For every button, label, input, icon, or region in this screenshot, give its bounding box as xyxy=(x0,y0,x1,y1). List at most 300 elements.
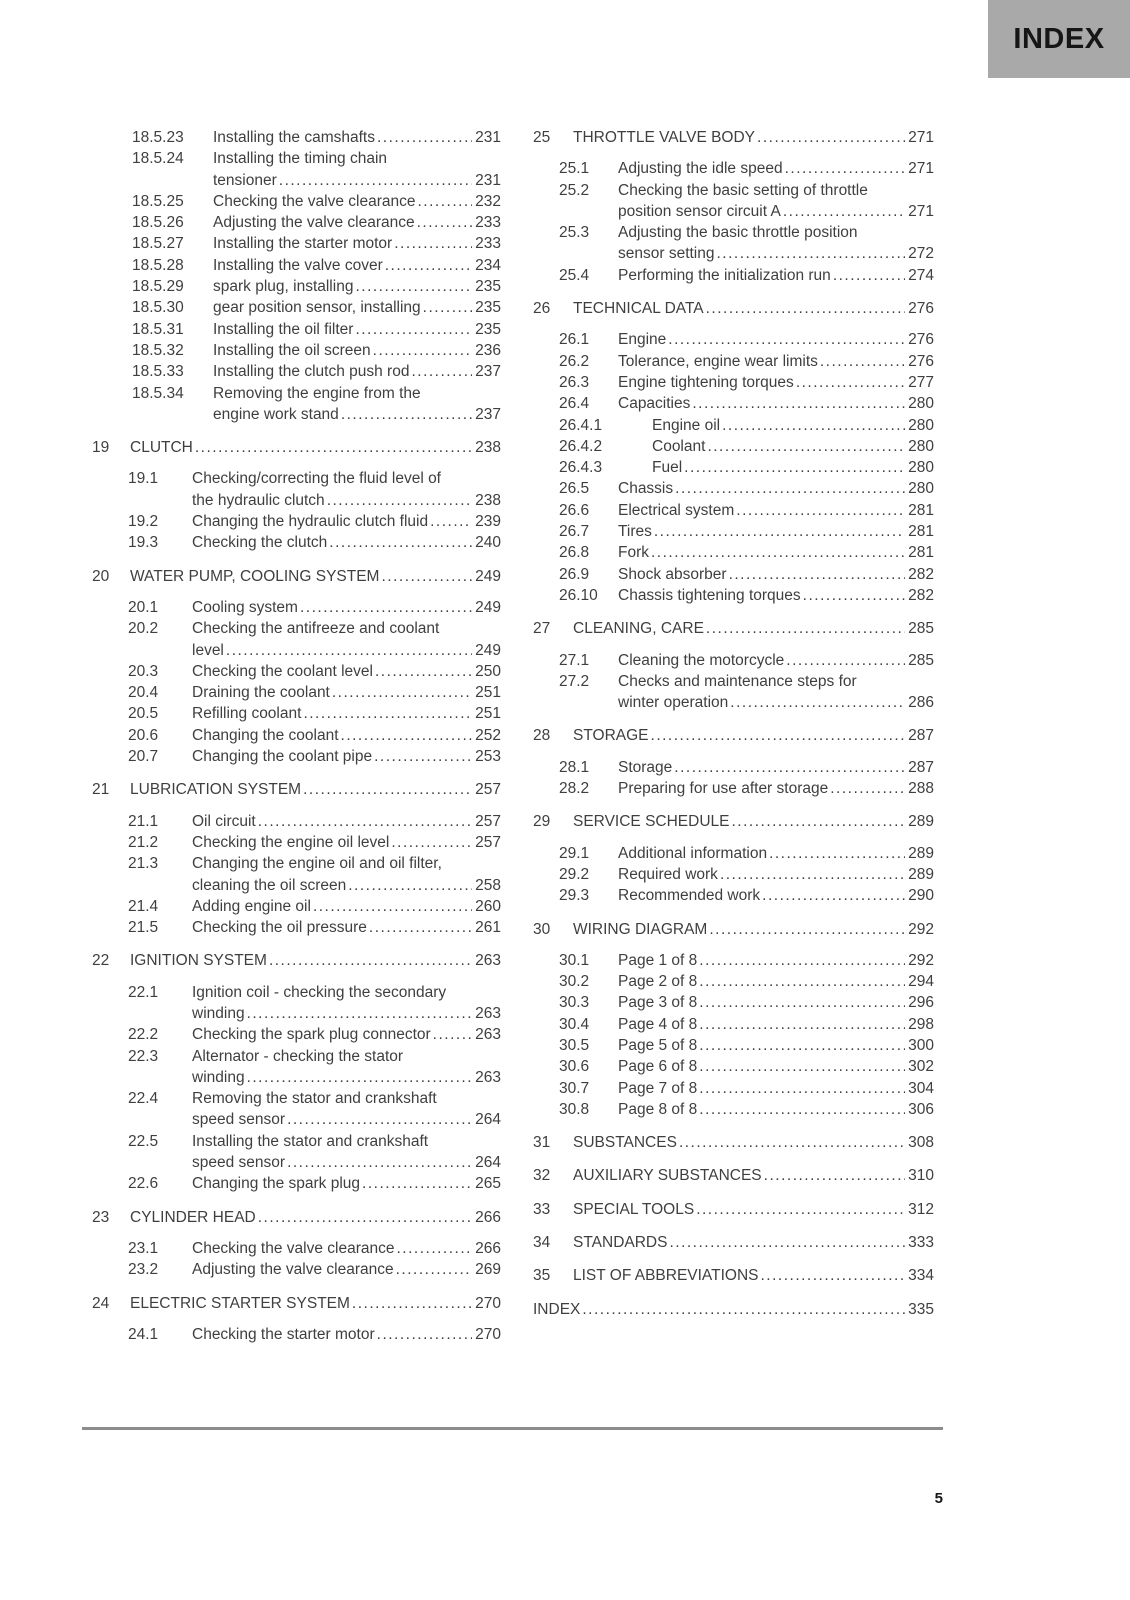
toc-entry xyxy=(533,372,934,393)
toc-entry xyxy=(533,457,934,478)
toc-entry xyxy=(92,255,501,276)
dot-leader xyxy=(736,500,905,521)
toc-entry-page: 287 xyxy=(908,727,934,745)
toc-entry-page: 312 xyxy=(908,1200,934,1218)
dot-leader xyxy=(786,650,905,671)
toc-entry-title-line: Alternator - checking the stator xyxy=(192,1047,404,1065)
dot-leader xyxy=(785,158,906,179)
toc-entry-page: 239 xyxy=(475,513,501,531)
toc-entry-title: Electrical system xyxy=(618,501,735,519)
toc-entry-page: 271 xyxy=(908,129,934,146)
footer-rule xyxy=(82,1427,943,1430)
toc-entry-title: Chassis xyxy=(618,480,674,498)
toc-entry-title: TECHNICAL DATA xyxy=(573,300,704,318)
toc-entry-number: 20.1 xyxy=(128,598,159,616)
dot-leader xyxy=(674,757,905,778)
toc-entry xyxy=(533,1078,934,1099)
toc-entry-title: STORAGE xyxy=(573,727,649,745)
toc-entry xyxy=(92,1324,501,1345)
toc-entry-number: 18.5.23 xyxy=(132,129,184,146)
toc-entry xyxy=(92,212,501,233)
dot-leader xyxy=(374,746,472,767)
dot-leader xyxy=(699,1056,905,1077)
toc-entry-page: 231 xyxy=(475,171,501,189)
toc-entry xyxy=(92,982,501,1025)
toc-entry-page: 231 xyxy=(475,129,501,146)
toc-entry-title: SUBSTANCES xyxy=(573,1134,677,1152)
dot-leader xyxy=(195,437,472,458)
toc-entry xyxy=(533,265,934,286)
toc-entry-page: 282 xyxy=(908,586,934,604)
toc-entry-page: 263 xyxy=(475,1068,501,1086)
toc-entry xyxy=(533,222,934,265)
toc-entry-title: Cleaning the motorcycle xyxy=(618,651,785,669)
toc-entry-title: Page 1 of 8 xyxy=(618,951,698,969)
toc-entry-title: Required work xyxy=(618,865,718,883)
toc-entry-number: 31 xyxy=(533,1134,551,1152)
dot-leader xyxy=(679,1132,905,1153)
toc-entry-page: 289 xyxy=(908,844,934,862)
toc-entry xyxy=(533,1232,934,1253)
toc-entry-number: 30 xyxy=(533,920,551,938)
toc-entry-title: Checking the spark plug connector xyxy=(192,1026,431,1044)
toc-entry-title-line: Installing the timing chain xyxy=(213,150,388,168)
toc-entry xyxy=(533,1056,934,1077)
toc-entry-title: Page 4 of 8 xyxy=(618,1015,698,1033)
toc-entry-page: 300 xyxy=(908,1036,934,1054)
dot-leader xyxy=(433,1024,472,1045)
toc-entry-number: 19.1 xyxy=(128,470,159,488)
dot-leader xyxy=(699,1099,905,1120)
toc-entry-title: THROTTLE VALVE BODY xyxy=(573,129,756,146)
toc-entry-page: 271 xyxy=(908,160,934,178)
dot-leader xyxy=(327,490,472,511)
dot-leader xyxy=(707,436,905,457)
toc-entry-title: SPECIAL TOOLS xyxy=(573,1200,695,1218)
dot-leader xyxy=(731,811,905,832)
dot-leader xyxy=(369,917,472,938)
dot-leader xyxy=(757,127,905,148)
toc-entry xyxy=(533,564,934,585)
dot-leader xyxy=(796,372,905,393)
toc-entry xyxy=(92,1024,501,1045)
toc-entry-title: winter operation xyxy=(618,694,729,712)
toc-entry-title: cleaning the oil screen xyxy=(192,876,347,894)
toc-entry-title: IGNITION SYSTEM xyxy=(130,952,267,970)
toc-entry xyxy=(92,779,501,800)
toc-entry xyxy=(533,542,934,563)
toc-entry xyxy=(92,1207,501,1228)
toc-entry-number: 25.4 xyxy=(559,266,590,284)
toc-entry xyxy=(533,778,934,799)
dot-leader xyxy=(783,201,905,222)
toc-entry xyxy=(92,811,501,832)
toc-entry-page: 235 xyxy=(475,320,501,338)
dot-leader xyxy=(226,640,472,661)
toc-entry-title: Changing the spark plug xyxy=(192,1175,361,1193)
toc-entry-number: 18.5.30 xyxy=(132,299,184,317)
toc-entry-number: 22.2 xyxy=(128,1026,159,1044)
toc-entry-number: 22.5 xyxy=(128,1132,159,1150)
dot-leader xyxy=(762,885,905,906)
toc-entry-page: 257 xyxy=(475,833,501,851)
toc-entry xyxy=(92,437,501,458)
toc-entry xyxy=(92,233,501,254)
toc-entry-number: 27.1 xyxy=(559,651,590,669)
toc-entry-page: 281 xyxy=(908,501,934,519)
dot-leader xyxy=(352,1293,472,1314)
dot-leader xyxy=(729,564,906,585)
dot-leader xyxy=(582,1299,905,1320)
toc-entry-number: 29.2 xyxy=(559,865,590,883)
dot-leader xyxy=(706,298,906,319)
toc-entry-number: 24 xyxy=(92,1294,110,1312)
toc-entry-page: 263 xyxy=(475,1026,501,1044)
toc-entry-number: 26.4.2 xyxy=(559,437,603,455)
toc-entry-title: Adding engine oil xyxy=(192,897,311,915)
toc-entry-title: speed sensor xyxy=(192,1154,286,1172)
toc-entry xyxy=(92,1046,501,1089)
toc-entry-page: 250 xyxy=(475,662,501,680)
toc-entry xyxy=(92,832,501,853)
toc-entry-page: 270 xyxy=(475,1325,501,1343)
toc-entry-title: Installing the clutch push rod xyxy=(213,363,410,381)
toc-entry-page: 292 xyxy=(908,951,934,969)
dot-leader xyxy=(654,521,905,542)
toc-entry-title: Cooling system xyxy=(192,598,298,616)
toc-entry-title: ELECTRIC STARTER SYSTEM xyxy=(130,1294,350,1312)
toc-entry-page: 272 xyxy=(908,245,934,263)
toc-entry-title-line: Checking the antifreeze and coolant xyxy=(192,620,440,638)
toc-entry-title: Engine tightening torques xyxy=(618,373,794,391)
toc-entry-page: 251 xyxy=(475,684,501,702)
toc-entry-page: 253 xyxy=(475,748,501,766)
toc-entry-title: Changing the hydraulic clutch fluid xyxy=(192,513,429,531)
dot-leader xyxy=(394,233,472,254)
toc-entry-title: level xyxy=(192,641,224,659)
toc-entry-page: 249 xyxy=(475,567,501,585)
toc-entry xyxy=(92,566,501,587)
toc-entry-number: 18.5.33 xyxy=(132,363,184,381)
toc-entry xyxy=(92,896,501,917)
toc-entry-title: spark plug, installing xyxy=(213,278,354,296)
toc-entry-page: 236 xyxy=(475,341,501,359)
toc-entry-page: 249 xyxy=(475,598,501,616)
toc-entry-title: WIRING DIAGRAM xyxy=(573,920,708,938)
toc-entry-title: CYLINDER HEAD xyxy=(130,1208,256,1226)
toc-entry-number: 30.2 xyxy=(559,973,590,991)
toc-entry xyxy=(533,585,934,606)
toc-entry-number: 18.5.25 xyxy=(132,192,184,210)
toc-entry-page: 266 xyxy=(475,1208,501,1226)
dot-leader xyxy=(669,1232,905,1253)
toc-entry xyxy=(92,468,501,511)
toc-entry-number: 26.4.3 xyxy=(559,459,603,477)
toc-entry-page: 264 xyxy=(475,1154,501,1172)
toc-entry xyxy=(533,757,934,778)
toc-entry-title: CLUTCH xyxy=(130,439,193,457)
dot-leader xyxy=(417,191,472,212)
toc-entry xyxy=(533,180,934,223)
toc-entry-number: 22.6 xyxy=(128,1175,159,1193)
toc-entry-page: 282 xyxy=(908,565,934,583)
toc-entry-title: Shock absorber xyxy=(618,565,727,583)
toc-entry-number: 19 xyxy=(92,439,110,457)
toc-entry-number: 29.1 xyxy=(559,844,590,862)
toc-entry-page: 276 xyxy=(908,331,934,349)
toc-entry-number: 20 xyxy=(92,567,110,585)
toc-entry-title: Checking the starter motor xyxy=(192,1325,375,1343)
toc-entry-page: 265 xyxy=(475,1175,501,1193)
toc-entry-page: 285 xyxy=(908,651,934,669)
toc-entry-number: 30.3 xyxy=(559,994,590,1012)
dot-leader xyxy=(722,415,905,436)
toc-entry-title: Recommended work xyxy=(618,887,761,905)
toc-entry-title: Installing the oil filter xyxy=(213,320,354,338)
toc-entry-number: 20.6 xyxy=(128,726,159,744)
toc-entry-page: 257 xyxy=(475,781,501,799)
dot-leader xyxy=(303,703,472,724)
dot-leader xyxy=(699,1035,905,1056)
toc-entry-page: 280 xyxy=(908,416,934,434)
dot-leader xyxy=(699,950,905,971)
dot-leader xyxy=(820,351,905,372)
index-header-tab xyxy=(988,0,1130,78)
dot-leader xyxy=(699,1014,905,1035)
toc-entry-page: 298 xyxy=(908,1015,934,1033)
toc-entry xyxy=(533,919,934,940)
toc-entry-title: LIST OF ABBREVIATIONS xyxy=(573,1267,759,1285)
dot-leader xyxy=(396,1238,472,1259)
toc-entry xyxy=(92,1293,501,1314)
toc-entry-page: 277 xyxy=(908,373,934,391)
toc-entry-title: Coolant xyxy=(652,437,706,455)
dot-leader xyxy=(709,919,905,940)
toc-entry-number: 26.8 xyxy=(559,544,590,562)
toc-entry-title: Chassis tightening torques xyxy=(618,586,801,604)
toc-entry-title: INDEX xyxy=(533,1300,581,1318)
toc-column-right xyxy=(533,115,934,1385)
toc-entry-number: 26.1 xyxy=(559,331,590,349)
toc-entry-page: 334 xyxy=(908,1267,934,1285)
toc-entry-title-line: Removing the stator and crankshaft xyxy=(192,1090,437,1108)
dot-leader xyxy=(803,585,905,606)
toc-entry-title: Installing the camshafts xyxy=(213,129,375,146)
toc-entry-number: 24.1 xyxy=(128,1325,159,1343)
toc-entry xyxy=(92,1259,501,1280)
toc-entry-number: 22.1 xyxy=(128,983,159,1001)
toc-entry-number: 18.5.26 xyxy=(132,214,184,232)
dot-leader xyxy=(769,843,905,864)
toc-entry-title: Installing the valve cover xyxy=(213,256,383,274)
toc-entry xyxy=(92,276,501,297)
dot-leader xyxy=(247,1003,473,1024)
toc-entry-number: 27.2 xyxy=(559,672,590,690)
toc-entry-number: 25 xyxy=(533,129,551,146)
toc-entry xyxy=(92,340,501,361)
toc-entry-number: 25.2 xyxy=(559,181,590,199)
toc-entry-number: 30.7 xyxy=(559,1079,590,1097)
toc-entry-page: 310 xyxy=(908,1167,934,1185)
toc-entry xyxy=(533,478,934,499)
toc-entry-title: Refilling coolant xyxy=(192,705,302,723)
toc-entry-page: 266 xyxy=(475,1239,501,1257)
toc-entry-title: the hydraulic clutch xyxy=(192,491,325,509)
dot-leader xyxy=(696,1199,905,1220)
toc-entry-title: winding xyxy=(192,1004,245,1022)
toc-entry-number: 18.5.28 xyxy=(132,256,184,274)
toc-entry-title: Installing the oil screen xyxy=(213,341,371,359)
toc-entry-number: 25.1 xyxy=(559,160,590,178)
dot-leader xyxy=(396,1259,473,1280)
toc-entry xyxy=(92,618,501,661)
toc-entry-page: 232 xyxy=(475,192,501,210)
toc-entry-number: 21.5 xyxy=(128,919,159,937)
toc-entry xyxy=(533,843,934,864)
dot-leader xyxy=(377,127,472,148)
toc-entry-page: 233 xyxy=(475,235,501,253)
toc-entry xyxy=(533,971,934,992)
toc-entry xyxy=(533,1035,934,1056)
dot-leader xyxy=(362,1173,472,1194)
dot-leader xyxy=(417,212,473,233)
toc-entry-title: Adjusting the valve clearance xyxy=(213,214,415,232)
toc-entry-page: 304 xyxy=(908,1079,934,1097)
toc-entry-title: SERVICE SCHEDULE xyxy=(573,813,730,831)
toc-entry xyxy=(92,297,501,318)
toc-entry-title: LUBRICATION SYSTEM xyxy=(130,781,302,799)
toc-entry xyxy=(92,917,501,938)
toc-entry-page: 285 xyxy=(908,620,934,638)
toc-entry-number: 26.6 xyxy=(559,501,590,519)
toc-entry-number: 21.3 xyxy=(128,855,159,873)
toc-entry-number: 18.5.32 xyxy=(132,341,184,359)
toc-entry-title: Storage xyxy=(618,758,673,776)
toc-entry-title: Page 2 of 8 xyxy=(618,973,698,991)
toc-entry-page: 280 xyxy=(908,437,934,455)
toc-entry-page: 240 xyxy=(475,534,501,552)
toc-entry-number: 26.3 xyxy=(559,373,590,391)
dot-leader xyxy=(287,1109,472,1130)
dot-leader xyxy=(760,1265,905,1286)
toc-entry xyxy=(533,725,934,746)
dot-leader xyxy=(684,457,905,478)
toc-entry-number: 23.2 xyxy=(128,1261,159,1279)
toc-entry-page: 260 xyxy=(475,897,501,915)
dot-leader xyxy=(258,811,472,832)
dot-leader xyxy=(651,542,905,563)
toc-entry-title: tensioner xyxy=(213,171,277,189)
dot-leader xyxy=(355,319,472,340)
dot-leader xyxy=(692,393,905,414)
toc-entry-number: 18.5.27 xyxy=(132,235,184,253)
toc-entry-number: 18.5.34 xyxy=(132,384,184,402)
dot-leader xyxy=(423,297,472,318)
toc-entry-page: 308 xyxy=(908,1134,934,1152)
toc-entry-page: 292 xyxy=(908,920,934,938)
toc-entry-number: 20.2 xyxy=(128,620,159,638)
toc-entry xyxy=(533,1199,934,1220)
toc-entry xyxy=(92,383,501,426)
toc-entry xyxy=(92,725,501,746)
dot-leader xyxy=(381,566,472,587)
toc-entry-number: 20.4 xyxy=(128,684,159,702)
toc-entry-title: Fuel xyxy=(652,459,683,477)
toc-entry xyxy=(533,393,934,414)
toc-entry xyxy=(92,127,501,148)
toc-entry xyxy=(533,329,934,350)
dot-leader xyxy=(706,618,905,639)
toc-entry-page: 290 xyxy=(908,887,934,905)
toc-entry-title: gear position sensor, installing xyxy=(213,299,421,317)
dot-leader xyxy=(699,971,905,992)
toc-entry-number: 18.5.31 xyxy=(132,320,184,338)
toc-entry-page: 281 xyxy=(908,544,934,562)
toc-entry-number: 26.5 xyxy=(559,480,590,498)
toc-entry-page: 235 xyxy=(475,299,501,317)
toc-entry-title: Changing the coolant xyxy=(192,726,339,744)
toc-entry-title-line: Checks and maintenance steps for xyxy=(618,672,857,690)
toc-entry xyxy=(92,361,501,382)
toc-entry-title: Adjusting the valve clearance xyxy=(192,1261,394,1279)
toc-entry-page: 302 xyxy=(908,1058,934,1076)
toc-entry-number: 26.2 xyxy=(559,352,590,370)
toc-entry xyxy=(533,1265,934,1286)
toc-entry xyxy=(92,853,501,896)
toc-entry xyxy=(533,1099,934,1120)
toc-entry-page: 287 xyxy=(908,758,934,776)
dot-leader xyxy=(247,1067,473,1088)
toc-entry-number: 23.1 xyxy=(128,1239,159,1257)
toc-entry xyxy=(92,597,501,618)
toc-entry xyxy=(92,1238,501,1259)
toc-entry-number: 30.6 xyxy=(559,1058,590,1076)
toc-entry-title-line: Installing the stator and crankshaft xyxy=(192,1132,429,1150)
toc-entry-page: 238 xyxy=(475,491,501,509)
toc-entry-number: 20.5 xyxy=(128,705,159,723)
toc-entry xyxy=(533,1014,934,1035)
toc-entry-number: 34 xyxy=(533,1234,551,1252)
toc-entry-title: position sensor circuit A xyxy=(618,202,781,220)
toc-entry xyxy=(533,521,934,542)
toc-entry-number: 35 xyxy=(533,1267,551,1285)
dot-leader xyxy=(717,243,906,264)
toc-entry-title: Additional information xyxy=(618,844,768,862)
dot-leader xyxy=(341,404,472,425)
toc-entry-title: Checking the valve clearance xyxy=(213,192,416,210)
toc-entry xyxy=(92,148,501,191)
toc-entry xyxy=(92,746,501,767)
toc-entry-number: 26.7 xyxy=(559,523,590,541)
toc-entry-number: 20.7 xyxy=(128,748,159,766)
toc-entry-number: 27 xyxy=(533,620,551,638)
toc-entry xyxy=(533,885,934,906)
dot-leader xyxy=(303,779,472,800)
toc-entry-title: Checking the clutch xyxy=(192,534,328,552)
toc-entry xyxy=(533,351,934,372)
toc-entry-page: 270 xyxy=(475,1294,501,1312)
toc-entry-page: 288 xyxy=(908,780,934,798)
toc-entry xyxy=(533,950,934,971)
toc-entry-number: 21.1 xyxy=(128,812,159,830)
toc-entry xyxy=(533,127,934,148)
toc-entry-title: Tires xyxy=(618,523,652,541)
toc-entry-number: 30.5 xyxy=(559,1036,590,1054)
toc-entry-number: 22 xyxy=(92,952,110,970)
toc-entry-title: Adjusting the idle speed xyxy=(618,160,783,178)
dot-leader xyxy=(373,340,472,361)
toc-entry-page: 286 xyxy=(908,694,934,712)
